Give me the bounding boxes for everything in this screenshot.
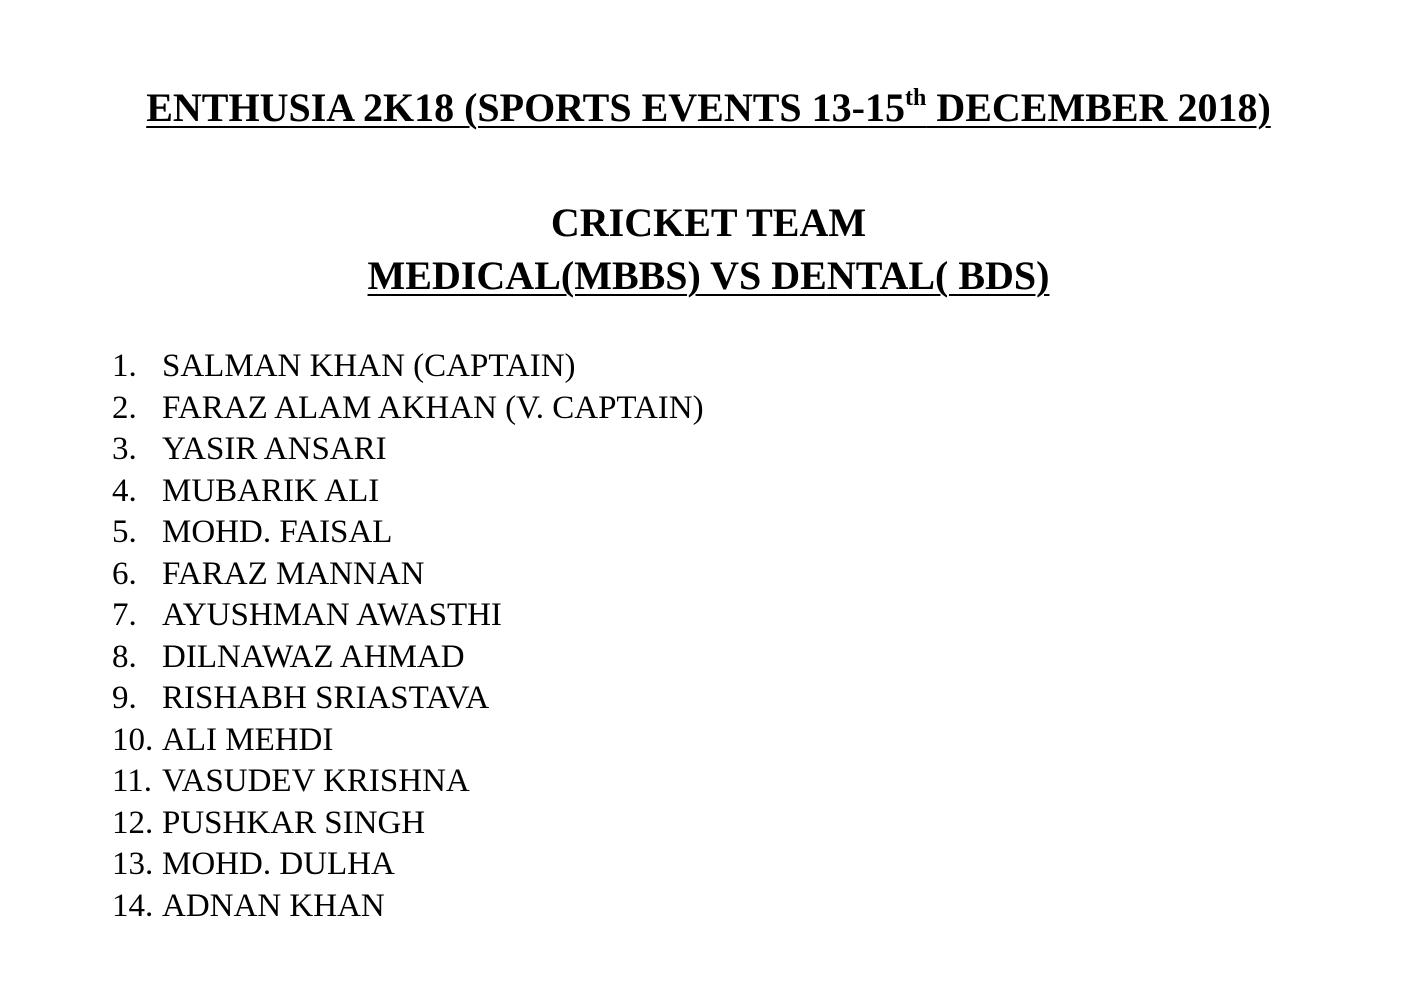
roster-item	[112, 595, 704, 637]
roster-item	[112, 429, 704, 471]
roster-item-name: VASUDEV KRISHNA	[162, 763, 470, 799]
roster-item	[112, 678, 704, 720]
roster-item-name: ALI MEHDI	[162, 721, 334, 758]
roster-item-number: 9.	[112, 680, 137, 716]
match-subheading-text: MEDICAL(MBBS) VS DENTAL( BDS)	[367, 253, 1050, 298]
roster-item-number: 13.	[112, 846, 154, 882]
roster-item	[112, 886, 704, 928]
roster-item-number: 14.	[112, 887, 154, 924]
roster-item-name: SALMAN KHAN (CAPTAIN)	[162, 348, 576, 384]
document-title	[0, 82, 1417, 134]
roster-item-number: 7.	[112, 597, 137, 633]
roster-item-number: 12.	[112, 804, 154, 841]
roster-item	[112, 471, 704, 513]
roster-item-name: FARAZ MANNAN	[162, 555, 425, 592]
roster-item	[112, 803, 704, 845]
match-subheading	[0, 250, 1417, 302]
roster-item-name: AYUSHMAN AWASTHI	[162, 597, 502, 633]
roster-item	[112, 388, 704, 430]
roster-item	[112, 720, 704, 762]
roster-item-name: FARAZ ALAM AKHAN (V. CAPTAIN)	[162, 389, 704, 426]
roster-item-number: 8.	[112, 638, 137, 675]
roster-item-number: 6.	[112, 555, 137, 592]
roster-item-name: DILNAWAZ AHMAD	[162, 638, 465, 675]
roster-item-number: 4.	[112, 472, 137, 509]
roster-item-name: MUBARIK ALI	[162, 472, 380, 509]
roster-item-name: MOHD. DULHA	[162, 846, 395, 882]
roster-item-name: YASIR ANSARI	[162, 431, 387, 467]
document-title-text	[146, 85, 1271, 130]
roster-item-name: MOHD. FAISAL	[162, 514, 393, 550]
title-after-sup: DECEMBER 2018)	[926, 85, 1271, 130]
roster-item	[112, 346, 704, 388]
roster-item	[112, 761, 704, 803]
roster-item-number: 3.	[112, 431, 137, 467]
roster-item-number: 5.	[112, 514, 137, 550]
roster-item-number: 2.	[112, 389, 137, 426]
roster-item-number: 11.	[112, 763, 153, 799]
roster-item-name: ADNAN KHAN	[162, 887, 385, 924]
section-heading: CRICKET TEAM	[550, 200, 867, 245]
roster-item	[112, 512, 704, 554]
roster-item-number: 10.	[112, 721, 154, 758]
roster-item	[112, 554, 704, 596]
roster-item	[112, 844, 704, 886]
title-ordinal-suffix: th	[904, 84, 927, 111]
title-before-sup: ENTHUSIA 2K18 (SPORTS EVENTS 13-15	[146, 85, 905, 130]
team-roster-list	[112, 346, 704, 927]
roster-item-name: PUSHKAR SINGH	[162, 804, 426, 841]
roster-item-number: 1.	[112, 348, 137, 384]
roster-item-name: RISHABH SRIASTAVA	[162, 680, 490, 716]
roster-item	[112, 637, 704, 679]
